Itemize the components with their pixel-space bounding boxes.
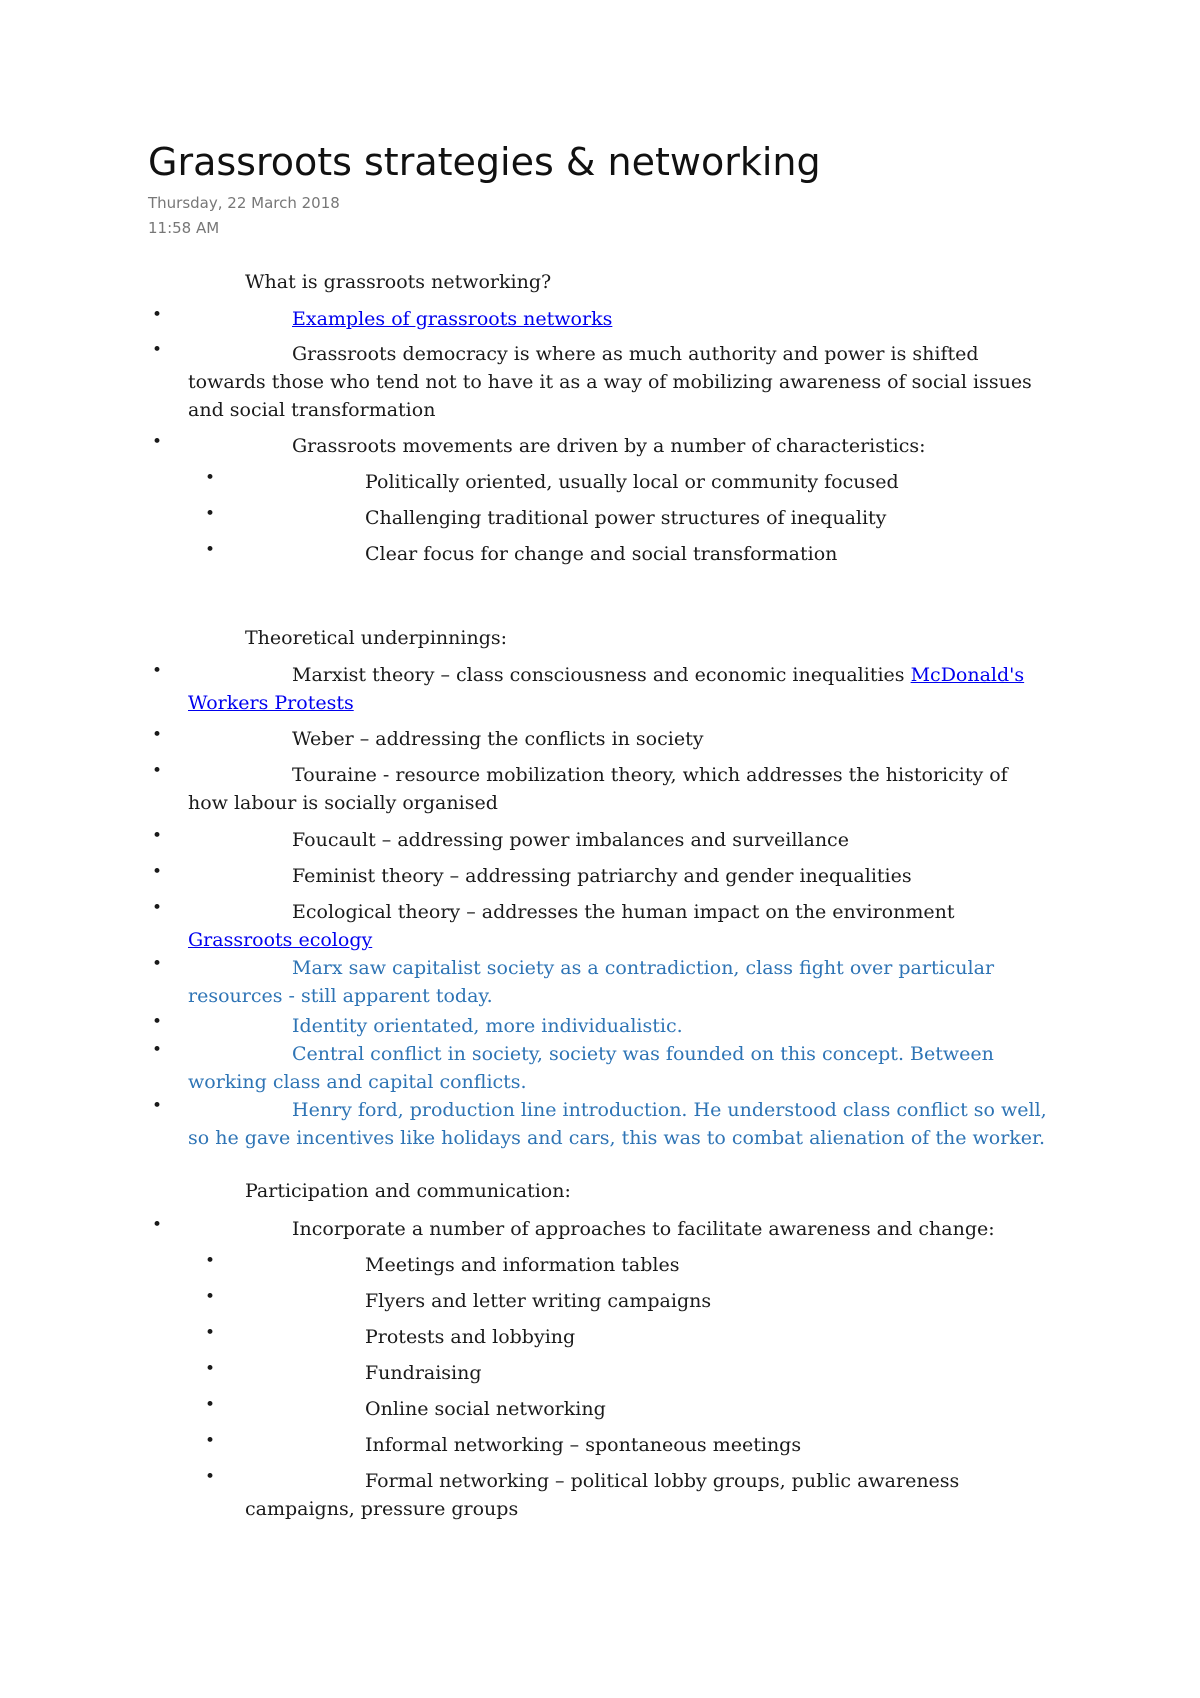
sub-list-item — [205, 1287, 712, 1315]
list-item-text: so he gave incentives like holidays and cars, this was to combat alienation of the worker. — [188, 1127, 1046, 1149]
list-item — [152, 725, 1068, 753]
list-item — [152, 1096, 1068, 1152]
bullet-icon: • — [152, 432, 163, 452]
sub-list-item — [205, 1395, 606, 1423]
list-item-text: Informal networking – spontaneous meetings — [365, 1434, 802, 1456]
sub-list-item — [205, 1323, 576, 1351]
bullet-icon: • — [205, 1359, 216, 1379]
list-item-text: Henry ford, production line introduction. He understood class conflict so well, — [292, 1099, 1047, 1121]
list-item-text: campaigns, pressure groups — [245, 1498, 519, 1520]
sub-list-item — [205, 468, 899, 496]
bullet-icon: • — [205, 1431, 216, 1451]
list-item — [152, 661, 1068, 717]
section-heading-theory: Theoretical underpinnings: — [245, 627, 508, 649]
list-item — [152, 1012, 1068, 1040]
bullet-icon: • — [205, 504, 216, 524]
list-item-text: resources - still apparent today. — [188, 985, 493, 1007]
bullet-icon: • — [205, 1287, 216, 1307]
bullet-icon: • — [152, 1040, 163, 1060]
note-time: 11:58 AM — [148, 219, 220, 237]
list-item-text: how labour is socially organised — [188, 792, 498, 814]
workers-protests-link[interactable]: Workers Protests — [188, 692, 354, 714]
list-item-text: Ecological theory – addresses the human impact on the environment — [292, 901, 955, 923]
list-item-text: Protests and lobbying — [365, 1326, 576, 1348]
list-item — [152, 1040, 1068, 1096]
bullet-icon: • — [152, 761, 163, 781]
list-item-text: towards those who tend not to have it as a way of mobilizing awareness of social issues — [188, 371, 1032, 393]
list-item — [152, 305, 1068, 333]
list-item-text: Fundraising — [365, 1362, 482, 1384]
bullet-icon: • — [205, 540, 216, 560]
list-item — [152, 826, 1068, 854]
list-item-text: Formal networking – political lobby groups, public awareness — [365, 1470, 960, 1492]
sub-list-item — [205, 504, 887, 532]
bullet-icon: • — [152, 725, 163, 745]
bullet-icon: • — [205, 1251, 216, 1271]
bullet-icon: • — [152, 1012, 163, 1032]
list-item-text: Weber – addressing the conflicts in society — [292, 728, 704, 750]
sub-list-item — [205, 1359, 482, 1387]
list-item-text: Identity orientated, more individualistic. — [292, 1015, 683, 1037]
sub-list-item — [205, 1467, 960, 1523]
list-item — [152, 898, 1068, 954]
list-item-text: Flyers and letter writing campaigns — [365, 1290, 712, 1312]
bullet-icon: • — [152, 1096, 163, 1116]
list-item-text: Marxist theory – class consciousness and economic inequalities — [292, 664, 905, 686]
bullet-icon: • — [152, 898, 163, 918]
bullet-icon: • — [205, 1323, 216, 1343]
list-item-text: Feminist theory – addressing patriarchy and gender inequalities — [292, 865, 912, 887]
bullet-icon: • — [152, 661, 163, 681]
list-item-text: working class and capital conflicts. — [188, 1071, 527, 1093]
list-item-text: Marx saw capitalist society as a contradiction, class fight over particular — [292, 957, 995, 979]
list-item-text: Challenging traditional power structures of inequality — [365, 507, 887, 529]
bullet-icon: • — [152, 954, 163, 974]
list-item-text: Foucault – addressing power imbalances and surveillance — [292, 829, 849, 851]
bullet-icon: • — [152, 1215, 163, 1235]
list-item-text: Incorporate a number of approaches to facilitate awareness and change: — [292, 1218, 995, 1240]
bullet-icon: • — [152, 340, 163, 360]
list-item-text: Online social networking — [365, 1398, 606, 1420]
page-title: Grassroots strategies & networking — [148, 140, 821, 184]
list-item-text: Central conflict in society, society was founded on this concept. Between — [292, 1043, 994, 1065]
list-item — [152, 1215, 1068, 1243]
bullet-icon: • — [205, 1467, 216, 1487]
mcdonalds-link[interactable]: McDonald's — [910, 664, 1025, 686]
bullet-icon: • — [152, 862, 163, 882]
list-item — [152, 862, 1068, 890]
list-item — [152, 432, 1068, 460]
section-heading-participation: Participation and communication: — [245, 1180, 571, 1202]
sub-list-item — [205, 540, 838, 568]
list-item — [152, 761, 1068, 817]
section-heading-what-is: What is grassroots networking? — [245, 271, 552, 293]
list-item-text: Grassroots movements are driven by a number of characteristics: — [292, 435, 926, 457]
sub-list-item — [205, 1251, 680, 1279]
note-date: Thursday, 22 March 2018 — [148, 194, 340, 212]
list-item-text: Meetings and information tables — [365, 1254, 680, 1276]
list-item — [152, 340, 1068, 424]
bullet-icon: • — [205, 1395, 216, 1415]
bullet-icon: • — [152, 826, 163, 846]
list-item-text: Touraine - resource mobilization theory, which addresses the historicity of — [292, 764, 1008, 786]
list-item-text: Clear focus for change and social transformation — [365, 543, 838, 565]
list-item — [152, 954, 1068, 1010]
bullet-icon: • — [205, 468, 216, 488]
grassroots-ecology-link[interactable]: Grassroots ecology — [188, 929, 373, 951]
list-item-text: and social transformation — [188, 399, 436, 421]
list-item-text: Grassroots democracy is where as much authority and power is shifted — [292, 343, 979, 365]
examples-link[interactable]: Examples of grassroots networks — [292, 308, 613, 330]
sub-list-item — [205, 1431, 802, 1459]
list-item-text: Politically oriented, usually local or community focused — [365, 471, 899, 493]
bullet-icon: • — [152, 305, 163, 325]
